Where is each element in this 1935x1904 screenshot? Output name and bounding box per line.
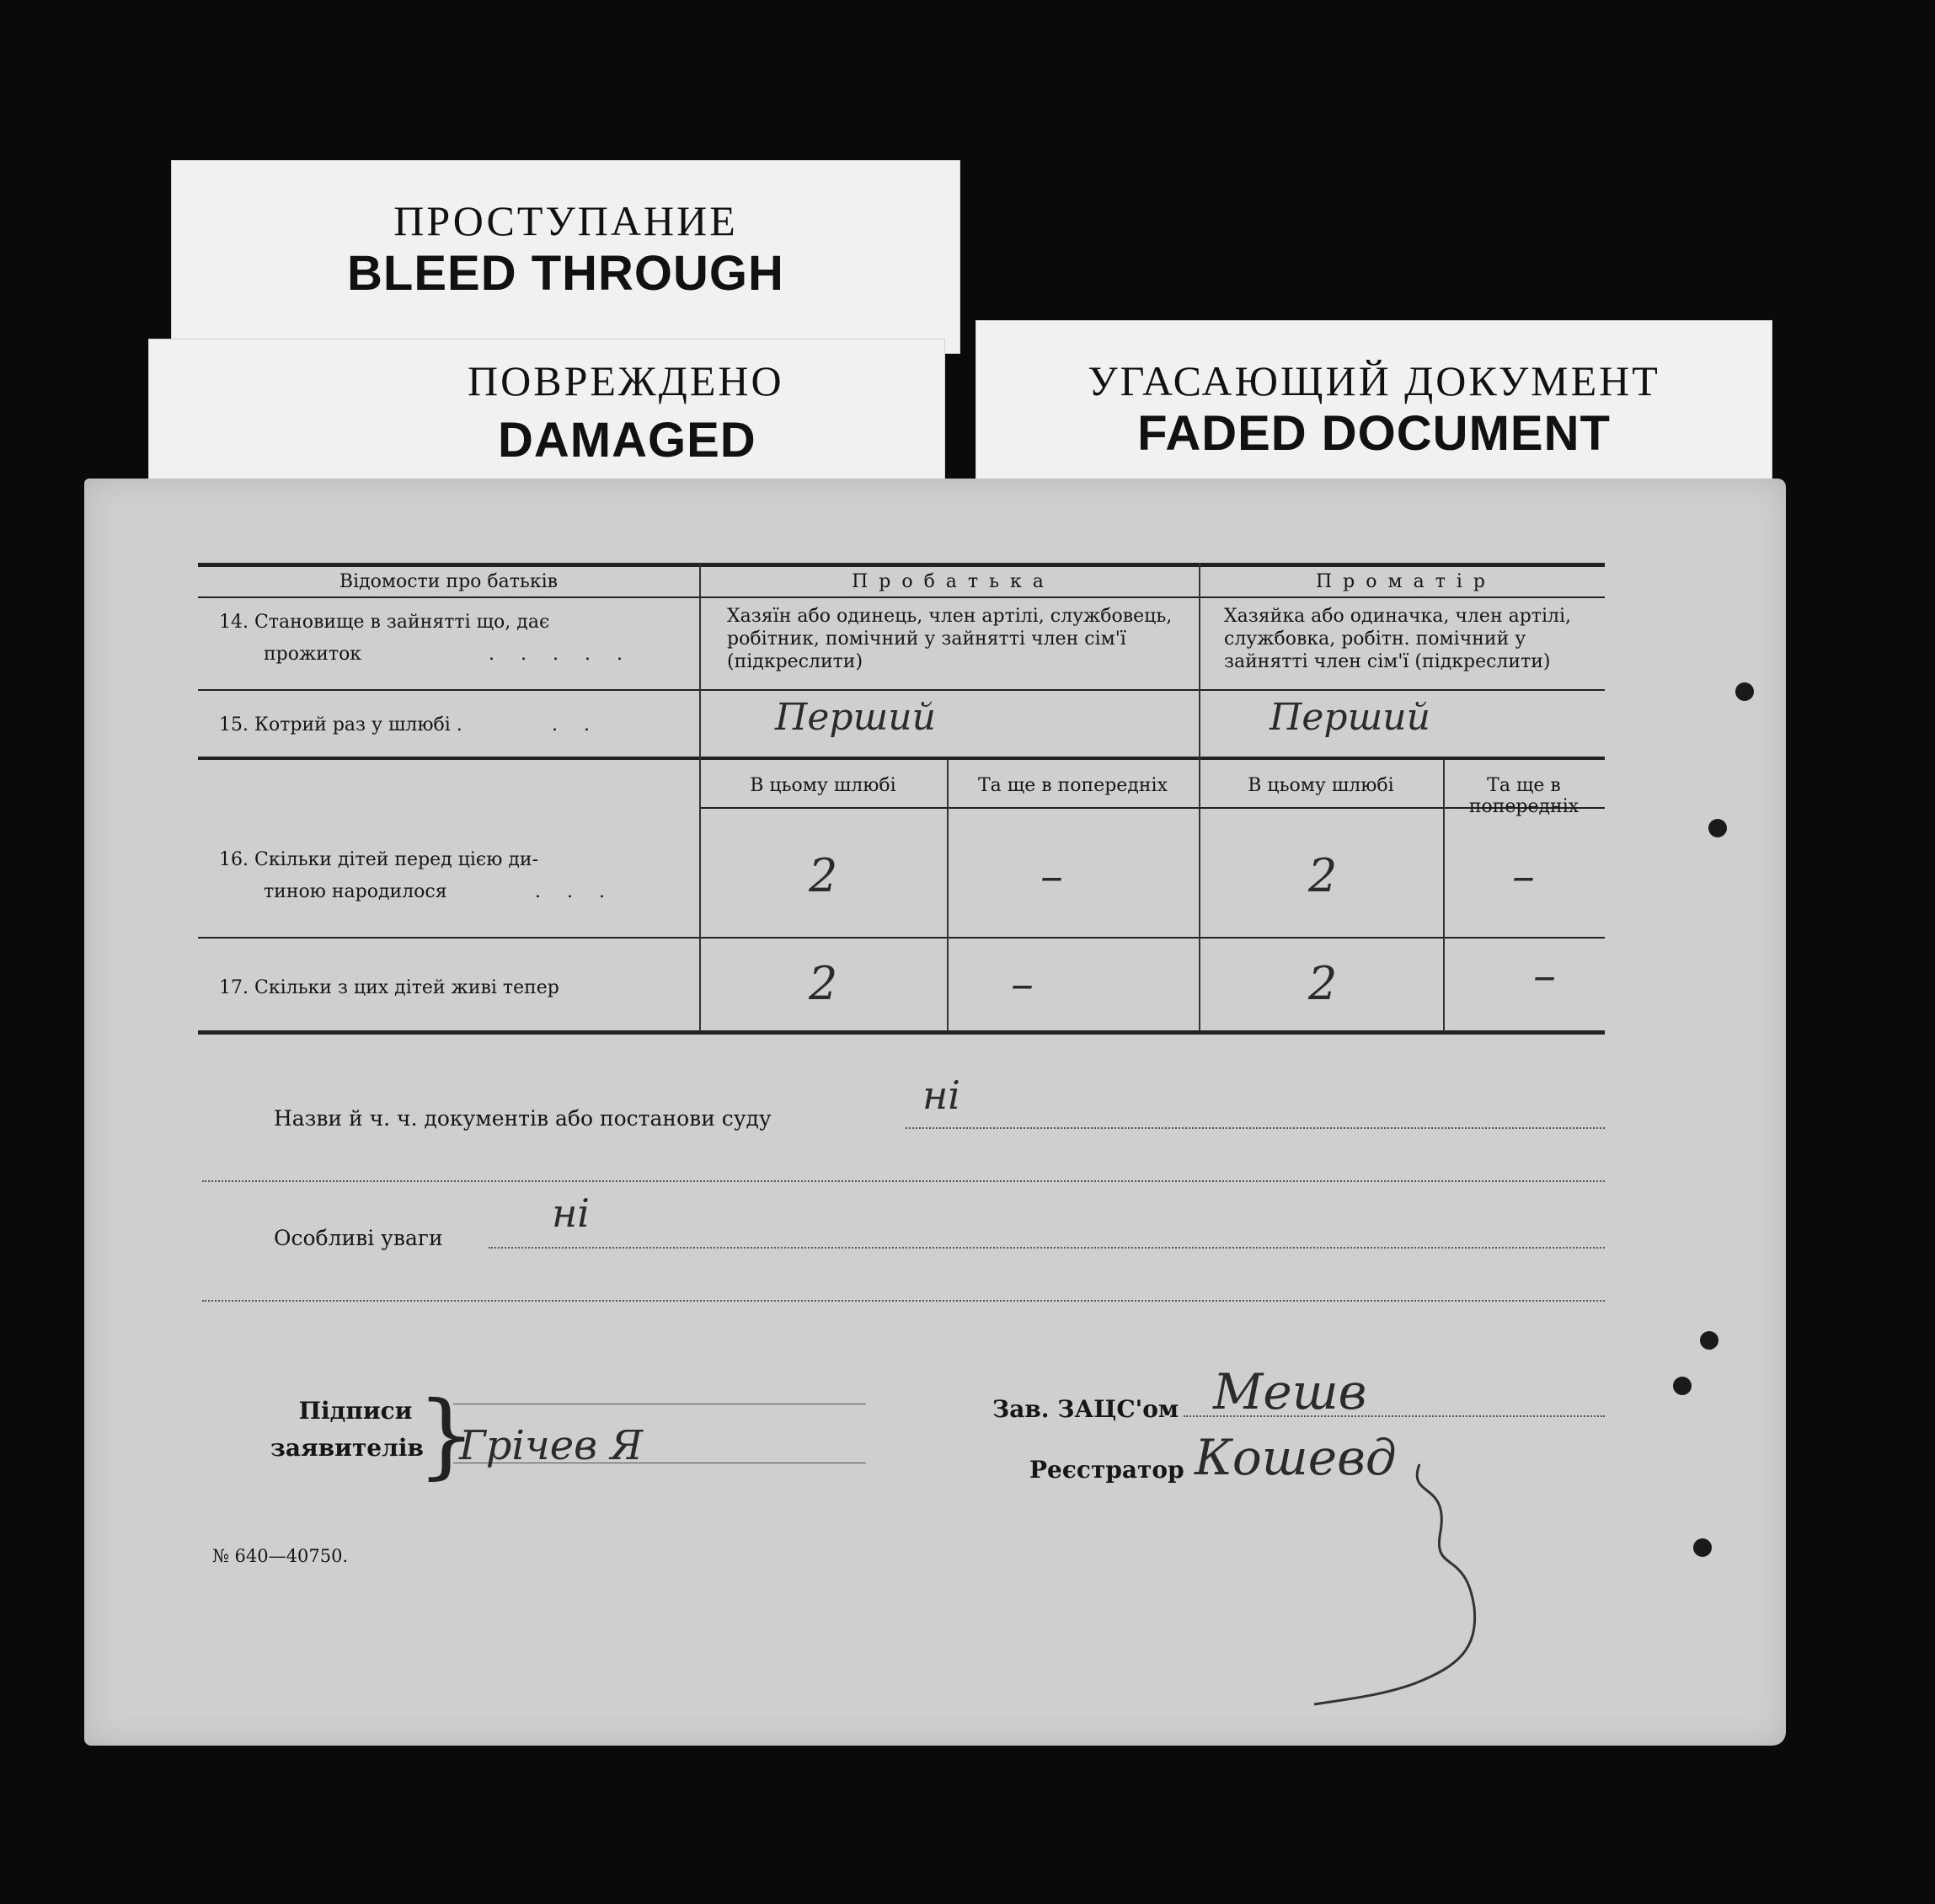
head-zags-signature: Мешв bbox=[1213, 1363, 1367, 1420]
punch-hole bbox=[1693, 1538, 1712, 1557]
damaged-card bbox=[148, 339, 945, 499]
remarks-value: ні bbox=[552, 1190, 591, 1236]
subheader-father-this: В цьому шлюбі bbox=[750, 775, 896, 796]
row16-mother-this: 2 bbox=[1308, 849, 1338, 902]
row14-father-options: Хазяїн або одинець, член артілі, службовець, робітник, помічний у зайнятті член сім'ї (підкреслити) bbox=[727, 606, 1173, 672]
row17-mother-this: 2 bbox=[1308, 957, 1338, 1010]
header-about-mother: П р о м а т і р bbox=[1316, 571, 1488, 592]
row17-father-prev: – bbox=[1011, 957, 1034, 1010]
documents-label: Назви й ч. ч. документів або постанови суду bbox=[274, 1106, 772, 1131]
row15-father-value: Перший bbox=[775, 696, 936, 739]
faded-document-en: FADED DOCUMENT bbox=[1137, 406, 1611, 461]
subheader-mother-this: В цьому шлюбі bbox=[1248, 775, 1394, 796]
row15-dots: . . bbox=[552, 714, 600, 735]
punch-hole bbox=[1700, 1331, 1719, 1350]
punch-hole bbox=[1735, 682, 1754, 701]
form-number: № 640—40750. bbox=[212, 1546, 349, 1566]
head-zags-label: Зав. ЗАЦС'ом bbox=[992, 1395, 1179, 1423]
row15-mother-value: Перший bbox=[1270, 696, 1430, 739]
parents-table bbox=[198, 563, 1605, 1035]
row17-father-this: 2 bbox=[809, 957, 838, 1010]
subheader-mother-prev: Та ще в попередніх bbox=[1468, 775, 1580, 817]
header-parents-info: Відомости про батьків bbox=[339, 571, 559, 592]
header-about-father: П р о б а т ь к а bbox=[852, 571, 1046, 592]
row16-label-line1: 16. Скільки дітей перед цією ди- bbox=[219, 849, 539, 870]
row17-label: 17. Скільки з цих дітей живі тепер bbox=[219, 977, 559, 998]
row14-mother-options: Хазяйка або одиначка, член артілі, службовка, робітн. помічний у зайнятті член сім'ї (підкреслити) bbox=[1224, 606, 1572, 672]
row16-mother-prev: – bbox=[1512, 849, 1535, 902]
row16-label-line2: тиною народилося bbox=[264, 881, 447, 902]
subheader-father-prev: Та ще в попередніх bbox=[978, 775, 1168, 796]
registrar-signature: Кошевд bbox=[1195, 1429, 1397, 1486]
applicants-label-line1: Підписи bbox=[298, 1397, 413, 1425]
applicant-signature: Грічев Я bbox=[459, 1422, 644, 1469]
documents-value: ні bbox=[922, 1072, 961, 1118]
punch-hole bbox=[1673, 1377, 1692, 1395]
form-sheet bbox=[84, 479, 1786, 1746]
row16-father-this: 2 bbox=[809, 849, 838, 902]
registrar-signature-flourish bbox=[1306, 1447, 1592, 1734]
row15-label: 15. Котрий раз у шлюбі . bbox=[219, 714, 462, 735]
applicants-label-line2: заявителів bbox=[270, 1434, 424, 1462]
faded-document-card bbox=[976, 320, 1772, 497]
remarks-label: Особливі уваги bbox=[274, 1226, 443, 1250]
bleed-through-ru: ПРОСТУПАНИЕ bbox=[393, 197, 738, 244]
bleed-through-card bbox=[171, 160, 960, 354]
row14-label-line1: 14. Становище в зайнятті що, дає bbox=[219, 612, 550, 633]
row14-dots: . . . . . bbox=[489, 644, 633, 665]
row14-label-line2: прожиток bbox=[264, 644, 362, 665]
punch-hole bbox=[1708, 819, 1727, 837]
damaged-en: DAMAGED bbox=[498, 413, 756, 468]
row16-dots: . . . bbox=[535, 881, 615, 902]
bleed-through-en: BLEED THROUGH bbox=[347, 246, 784, 301]
brace: } bbox=[417, 1381, 476, 1489]
registrar-label: Реєстратор bbox=[1029, 1456, 1184, 1484]
faded-document-ru: УГАСАЮЩИЙ ДОКУМЕНТ bbox=[1088, 357, 1660, 404]
row17-mother-prev: – bbox=[1533, 949, 1556, 1002]
row16-father-prev: – bbox=[1040, 849, 1063, 902]
damaged-ru: ПОВРЕЖДЕНО bbox=[468, 357, 784, 404]
